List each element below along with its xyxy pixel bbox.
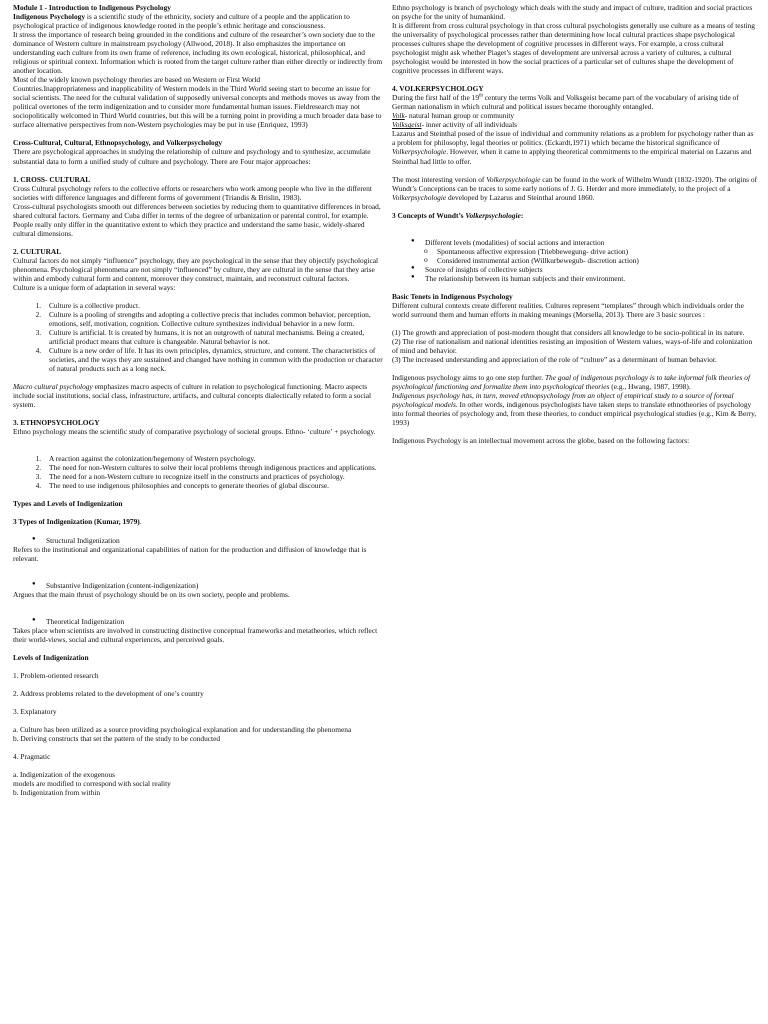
intro-paragraph-3: Most of the widely known psychology theories are based on Western or First World <box>13 75 261 85</box>
movement-text: Indigenous Psychology is an intellectual movement across the globe, based on the following factors: <box>392 436 690 446</box>
goal-end: (e.g., Hwang, 1987, 1998). <box>609 382 691 392</box>
right-column <box>392 3 758 445</box>
list-item: ● The relationship between its human subjects and their environment. <box>411 274 758 283</box>
ethno-list <box>13 454 383 490</box>
intro-paragraph <box>13 12 383 30</box>
list-item: 3. Culture is artificial. It is created by humans, it is not an outgrowth of natural mechanisms. Being a created, artificial product means that culture is changeable. Natural behavior is not. <box>43 328 383 346</box>
cross-cultural-heading: 1. CROSS- CULTURAL <box>13 174 91 184</box>
cross-cultural-text-1: Cross Cultural psychology refers to the collective efforts or researchers who work among people who live in the different societies with difference languages and different forms of government (Triandis & Brislin, 1983). <box>13 183 372 202</box>
list-item: 2. Culture is a pooling of strengths and adopting a collective precis that includes common behavior, perception, emotions, self, motivation, cognition. Collective culture synthesizes individual behavior in a new form. <box>43 310 383 328</box>
level-2: 2. Address problems related to the development of one’s country <box>13 688 204 698</box>
volkerpsychology-heading: 4. VOLKERPSYCHOLOGY <box>392 84 484 94</box>
levels-heading: Levels of Indigenization <box>13 652 89 662</box>
types-heading-period: . <box>139 517 142 527</box>
type-substantive <box>13 581 383 590</box>
wundt-concepts-list-2 <box>392 265 758 283</box>
intro-paragraph-4: Countries.Inappropriateness and inapplicability of Western models in the Third World seeing start to become an issue for social scientists. The need for the cultural validation of supposedly universal concepts and methods moves us away from the political overtones of the term indigenization and to consider more fundamental human issues. Fieldresearch may not sociopolitically welcomed in Third World countries, but this will be a turning point in providing a much broader data base to surface alternative perspectives from non-Western psychologies may be put in use (Enriquez, 1993) <box>13 84 382 130</box>
goal2-text: In other words, indigenous psychologists have taken steps to translate ethnotheories of psychology into formal theories of psychology and, from these theories, to conduct empirical psychological studies (e.g., Kim & Berry, 1993) <box>392 400 757 428</box>
cross-cultural-text-2: Cross-cultural psychologists smooth out differences between societies by reducing them to quantitative differences in broad, shared cultural factors. Germany and Cuba differ in terms of the degree of urbanization or parental control, for example. People really only differ in the quantitative extent to which they practice and understand the same basic, widely-shared cultural dimensions. <box>13 201 381 238</box>
culture-list <box>13 301 383 373</box>
cultural-heading: 2. CULTURAL <box>13 246 62 256</box>
type-theoretical <box>13 617 383 626</box>
volker-p1-end: century the terms Volk and Volksgeist became part of the vocabulary of arising tide of German nationalism in which cultural and political issues became thoroughly entangled. <box>392 93 739 112</box>
list-item: ● Source of insights of collective subjects <box>411 265 758 274</box>
list-item: 4. The need to use indigenous philosophies and concepts to generate theories of global discourse. <box>43 481 383 490</box>
tenets-heading: Basic Tenets in Indigenous Psychology <box>392 291 513 301</box>
tenets-text: Different cultural contexts create different realities. Cultures represent “templates” through which individuals order the world surround them and human efforts in making meanings (Morsella, 2013). There are 3 basic sources : <box>392 300 744 319</box>
list-item: 1. Culture is a collective product. <box>43 301 383 310</box>
list-item: 4. Culture is a new order of life. It has its own principles, dynamics, structure, and content. The characteristics of societies, and the ways they are sustained and changed have nothing in common with the production or character of natural products such as a long neck. <box>43 346 383 373</box>
ethno-branch-text: Ethno psychology is branch of psychology which deals with the study and impact of culture, tradition and social practices on psyche for the unity of humankind. <box>392 3 753 22</box>
goal-paragraph <box>392 373 758 391</box>
intro-paragraph-2: It stress the importance of research being grounded in the conditions and culture of the researcher’s own society due to the dominance of Western culture in mainstream psychology (Allwood, 2018). It also emphasizes the importance on understanding each culture from its own frame of reference, including its own ecological, historical, philosophical, and religious or spiritual context. Information which is rooted from the target culture rather than either directly or indirectly from another location. <box>13 30 383 76</box>
level-3a: a. Culture has been utilized as a source providing psychological explanation and for understanding the phenomena <box>13 724 352 734</box>
level-4a: a. Indigenization of the exogenous <box>13 769 116 779</box>
list-item: 2. The need for non-Western cultures to solve their local problems through indigenous practices and applications. <box>43 463 383 472</box>
ethno-difference-text: It is different from cross cultural psychology in that cross cultural psychologists generally use culture as a means of testing the universality of psychological processes rather than determining how local cultural practices shape psychological processes cultures shape the development of cognitive processes in different ways. For example, a cross cultural psychologist might ask whether Piaget’s stages of development are universal across a variety of cultures, a cultural psychologist would be interested in how the social practices of a particular set of cultures shape the development of cognitive processes in different ways. <box>392 21 755 76</box>
goal-start: Indigenous psychology aims to go one step further. <box>392 373 545 383</box>
level-4a-detail: models are modified to correspond with social reality <box>13 779 171 788</box>
level-4b: b. Indigenization from within <box>13 788 101 798</box>
left-column <box>13 3 383 797</box>
type-substantive-text: Argues that the main thrust of psychology should be on its own society, people and problems. <box>13 589 290 599</box>
list-item: 1. A reaction against the colonization/hegemony of Western psychology. <box>43 454 383 463</box>
intro-label: Indigenous Psychology <box>13 12 86 22</box>
list-item: ● Different levels (modalities) of social actions and interaction <box>411 238 758 247</box>
types-heading: 3 Types of Indigenization (Kumar, 1979) <box>13 517 140 527</box>
goal-paragraph-2 <box>392 391 758 427</box>
level-3b: b. Deriving constructs that set the pattern of the study to be conducted <box>13 733 221 743</box>
goal2-italic: Indigenous psychology has, in turn, moved ethnopsychology from an object of empirical study to a source of formal psychological models. <box>392 391 734 410</box>
list-item: o Considered instrumental action (Willkurbewegub- discretion action) <box>424 256 758 265</box>
macro-text: emphasizes macro aspects of culture in relation to psychological functioning. Macro aspects include social institutions, social class, infrastructure, artifacts, and cultural concepts dialectically related to form a social system. <box>13 382 372 410</box>
volk-definition <box>392 111 758 120</box>
macro-term: Macro cultural psychology <box>13 382 93 392</box>
cultural-text-1: Cultural factors do not simply “influence” psychology, they are psychological in the sense that they objectify psychological phenomena. Psychological phenomena are not simply “influenced” by culture, they are cultural in the sense that they arise within and embody cultural form and content, moreover they construct, maintain, and reconstruct cultural factors. <box>13 255 379 283</box>
source-2: (2) The rise of nationalism and national identities resisting an imposition of Western values, ways-of-life and colonization of mind and behavior. <box>392 336 753 355</box>
volker-p2-start: Lazarus and Steinthal posed of the issue of individual and community relations as a problem for psychology rather than as a problem for philosophy, legal theories or politics. (Eckardt,1971) which became the historical significance of <box>392 129 754 148</box>
source-1: (1) The growth and appreciation of post-modern thought that considers all knowledge to be socio-political in its nature. <box>392 327 745 337</box>
volker-p3-end: developed by Lazarus and Steinthal around 1860. <box>446 192 595 202</box>
level-1: 1. Problem-oriented research <box>13 670 99 680</box>
macro-paragraph <box>13 382 383 409</box>
volksgeist-definition <box>392 120 758 129</box>
volker-p1-sup: th <box>479 93 483 99</box>
wundt-heading-colon: : <box>520 210 524 220</box>
volk-def: - natural human group or community <box>404 111 515 121</box>
list-item: o Spontaneous affective expression (Triebbewegung- drive action) <box>424 247 758 256</box>
types-heading-line <box>13 517 383 526</box>
volker-p3-start: The most interesting version of <box>392 174 487 184</box>
volker-p1-start: During the first half of the 19 <box>392 93 480 103</box>
level-4: 4. Pragmatic <box>13 751 51 761</box>
volker-p2-end: . However, when it came to applying theoretical commitments to the empirical material on Lazarus and Steinthal had little to offer. <box>392 147 752 166</box>
type-structural-text: Refers to the institutional and organizational capabilities of nation for the production and diffusion of knowledge that is relevant. <box>13 544 367 563</box>
list-item: ● Substantive Indigenization (content-indigenization) <box>32 581 383 590</box>
list-item: ● Theoretical Indigenization <box>32 617 383 626</box>
source-3: (3) The increased understanding and appreciation of the role of “culture” as a determinant of human behavior. <box>392 355 717 364</box>
approaches-text: There are psychological approaches in studying the relationship of culture and psychology and to synthesize, accumulate substantial data to form a unified study of culture and psychology. There are Four major approaches: <box>13 147 371 166</box>
volk-term: Volk <box>392 111 405 121</box>
volker-paragraph-3 <box>392 175 758 202</box>
module-title: Module 1 - Introduction to Indigenous Psychology <box>13 3 171 12</box>
approaches-heading: Cross-Cultural, Cultural, Ethnopsychology, and Volkerpsychology <box>13 138 223 148</box>
intro-text: is a scientific study of the ethnicity, society and culture of a people and the application to psychological practice of indigenous knowledge rooted in the people’s ethnic heritage and consciousness. <box>13 12 350 31</box>
ethnopsychology-heading: 3. ETHNOPSYCHOLOGY <box>13 418 100 428</box>
type-theoretical-text: Takes place when scientists are involved in constructing distinctive conceptual frameworks and metatheories, which reflect their world-views, social and cultural experiences, and perceived goals. <box>13 625 378 644</box>
volker-paragraph-2 <box>392 129 758 165</box>
volker-p3-mid: can be found in the work of Wilhelm Wundt (1832-1920). The origins of Wundt’s Conceptions can be traces to some early notions of J. G. Herder and more immediately, to the project of a <box>392 174 757 193</box>
wundt-heading-term: Volkerpsychologie <box>465 210 521 220</box>
list-item: 3. The need for a non-Western culture to recognize itself in the constructs and practices of psychology. <box>43 472 383 481</box>
types-levels-heading: Types and Levels of Indigenization <box>13 499 123 509</box>
ethnopsychology-text: Ethno psychology means the scientific study of comparative psychology of societal groups. Ethno- ‘culture’ + psychology. <box>13 427 376 437</box>
level-3: 3. Explanatory <box>13 706 57 716</box>
list-item: ● Structural Indigenization <box>32 536 383 545</box>
volker-p3-term: Volkerpsychologie <box>486 174 541 184</box>
goal-italic: The goal of indigenous psychology is to take informal folk theories of psychological functioning and formalize them into psychological theories <box>392 373 751 392</box>
volker-paragraph-1 <box>392 93 758 111</box>
wundt-subconcepts-list <box>392 247 758 265</box>
wundt-heading <box>392 211 758 220</box>
wundt-heading-text: 3 Concepts of Wundt’s <box>392 210 466 220</box>
volker-p2-term: Volkerpsychologie <box>392 147 447 157</box>
volksgeist-term: Volksgeist <box>392 120 422 130</box>
cultural-text-2: Culture is a unique form of adaptation in several ways: <box>13 282 176 292</box>
volker-p3-term-2: Volkerpsychologie <box>392 192 447 202</box>
volksgeist-def: - inner activity of all individuals <box>421 120 518 130</box>
wundt-concepts-list <box>392 238 758 247</box>
type-structural <box>13 536 383 545</box>
